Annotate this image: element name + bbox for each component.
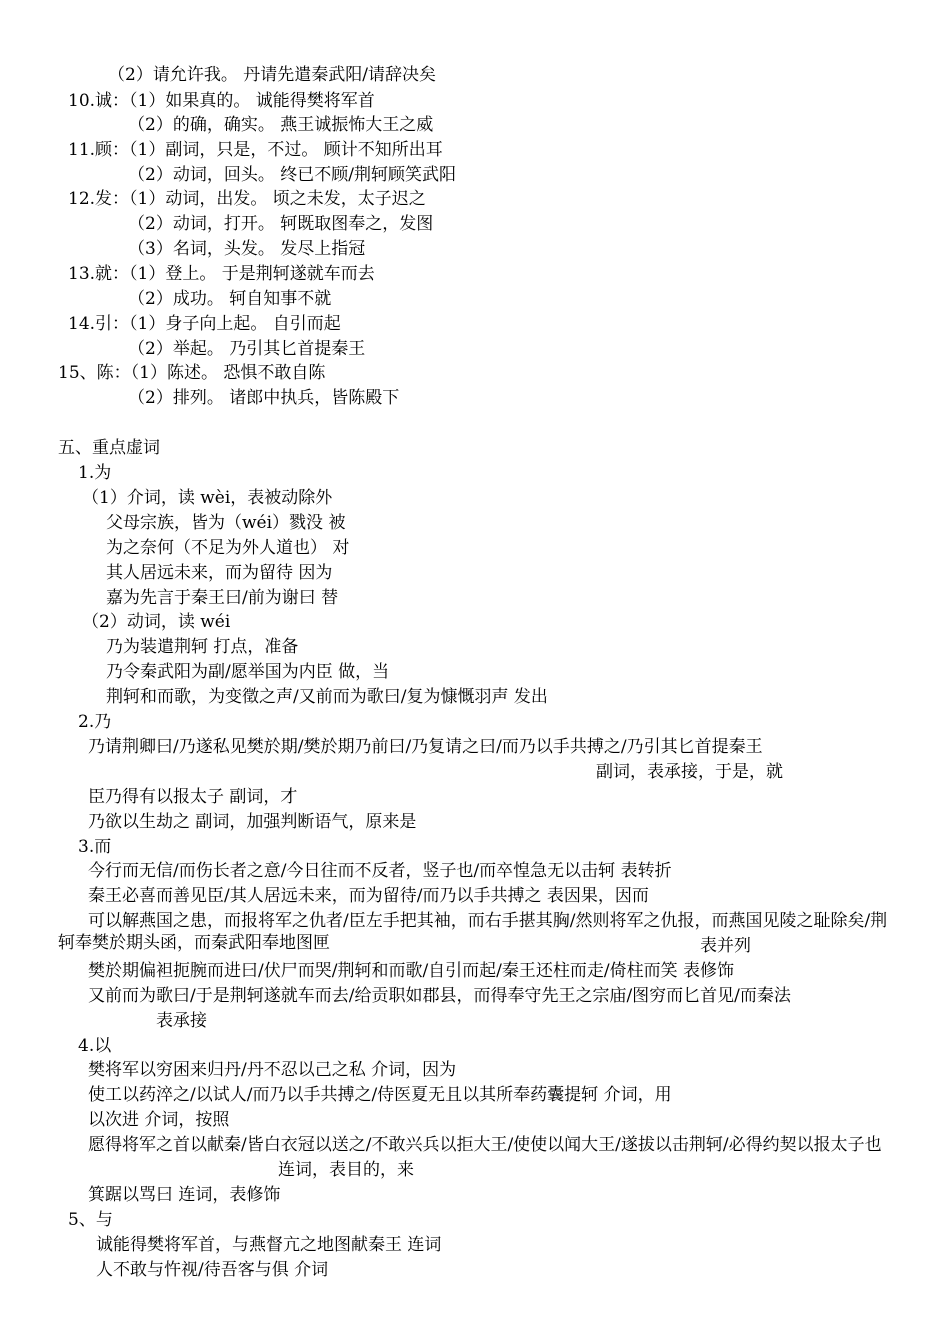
text-line: （2）成功。 轲自知事不就 (128, 289, 332, 309)
text-line: 12.发：（1）动词，出发。 顷之未发，太子迟之 (68, 189, 426, 209)
text-line: 荆轲和而歌，为变徵之声/又前而为歌曰/复为慷慨羽声 发出 (106, 687, 548, 707)
text-line: （1）介词，读 wèi，表被动除外 (82, 488, 333, 508)
text-line: 秦王必喜而善见臣/其人居远未来，而为留待/而乃以手共搏之 表因果，因而 (88, 886, 649, 906)
text-line: 乃欲以生劫之 副词，加强判断语气，原来是 (88, 812, 417, 832)
text-line: 今行而无信/而伤长者之意/今日往而不反者，竖子也/而卒惶急无以击轲 表转折 (88, 861, 672, 881)
text-line: 表并列 (700, 936, 751, 956)
text-line: 乃为装遣荆轲 打点，准备 (106, 637, 299, 657)
text-line: 使工以药淬之/以试人/而乃以手共搏之/侍医夏无且以其所奉药囊提轲 介词，用 (88, 1085, 672, 1105)
text-line: （2）动词，回头。 终已不顾/荆轲顾笑武阳 (128, 165, 456, 185)
text-line: 人不敢与忤视/待吾客与俱 介词 (96, 1260, 329, 1280)
text-line: 副词，表承接，于是，就 (596, 762, 783, 782)
text-line: 嘉为先言于秦王曰/前为谢曰 替 (106, 588, 339, 608)
text-line: 以次进 介词，按照 (88, 1110, 230, 1130)
text-line: 其人居远未来，而为留待 因为 (106, 563, 333, 583)
text-line: 15、陈：（1）陈述。 恐惧不敢自陈 (58, 363, 326, 383)
text-line: （2）动词，打开。 轲既取图奉之，发图 (128, 214, 434, 234)
text-line: 11.顾：（1）副词，只是，不过。 顾计不知所出耳 (68, 140, 443, 160)
text-line: 乃令秦武阳为副/愿举国为内臣 做，当 (106, 662, 390, 682)
text-line: （2）动词，读 wéi (82, 612, 231, 632)
text-line: 为之奈何（不足为外人道也） 对 (106, 538, 350, 558)
text-line: 14.引：（1）身子向上起。 自引而起 (68, 314, 341, 334)
subsection-heading: 5、与 (68, 1210, 113, 1230)
text-line: 臣乃得有以报太子 副词，才 (88, 787, 298, 807)
text-line: 连词，表目的，来 (278, 1160, 414, 1180)
subsection-heading: 4.以 (78, 1036, 112, 1056)
text-paragraph: 可以解燕国之患，而报将军之仇者/臣左手把其袖，而右手揕其胸/然则将军之仇报，而燕国见陵之耻除矣/荆轲奉樊於期头函，而秦武阳奉地图匣 (58, 911, 888, 953)
text-line: （3）名词，头发。 发尽上指冠 (128, 239, 366, 259)
text-line: 10.诚：（1）如果真的。 诚能得樊将军首 (68, 91, 375, 111)
text-line: 13.就：（1）登上。 于是荆轲遂就车而去 (68, 264, 375, 284)
section-heading: 五、重点虚词 (58, 438, 160, 458)
text-line: 箕踞以骂曰 连词，表修饰 (88, 1185, 281, 1205)
text-line: 父母宗族，皆为（wéi）戮没 被 (106, 513, 346, 533)
text-line: 诚能得樊将军首，与燕督亢之地图献秦王 连词 (96, 1235, 442, 1255)
text-line: 表承接 (156, 1011, 207, 1031)
text-line: （2）请允许我。 丹请先遣秦武阳/请辞决矣 (108, 65, 436, 85)
text-paragraph: 愿得将军之首以献秦/皆白衣冠以送之/不敢兴兵以拒大王/使使以闻大王/遂拔以击荆轲/必得约契以报太子也 (88, 1135, 882, 1155)
text-line: （2）举起。 乃引其匕首提秦王 (128, 339, 366, 359)
text-line: 樊於期偏袒扼腕而进曰/伏尸而哭/荆轲和而歌/自引而起/秦王还柱而走/倚柱而笑 表修饰 (88, 961, 735, 981)
text-line: 樊将军以穷困来归丹/丹不忍以己之私 介词，因为 (88, 1060, 457, 1080)
text-line: 乃请荆卿曰/乃遂私见樊於期/樊於期乃前曰/乃复请之曰/而乃以手共搏之/乃引其匕首提秦王 (88, 737, 763, 757)
text-paragraph: 又前而为歌曰/于是荆轲遂就车而去/给贡职如郡县，而得奉守先王之宗庙/图穷而匕首见/而秦法 (88, 986, 791, 1006)
text-line: （2）排列。 诸郎中执兵，皆陈殿下 (128, 388, 400, 408)
subsection-heading: 1.为 (78, 463, 112, 483)
subsection-heading: 3.而 (78, 837, 112, 857)
text-line: （2）的确，确实。 燕王诚振怖大王之威 (128, 115, 434, 135)
subsection-heading: 2.乃 (78, 712, 112, 732)
